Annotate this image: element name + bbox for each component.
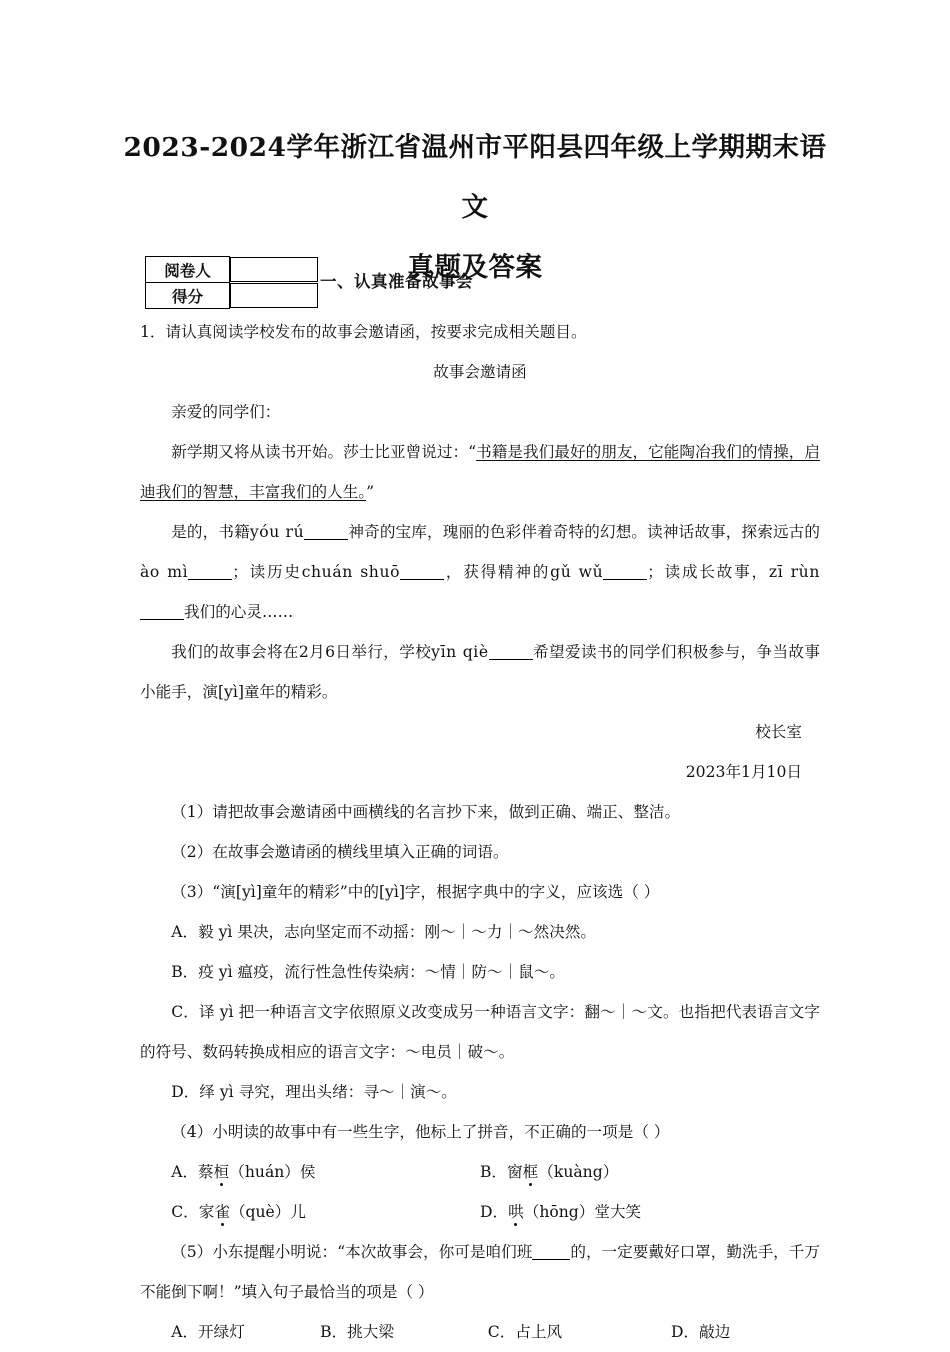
section-heading: 一、认真准备故事会: [320, 272, 473, 291]
fill-blank-3[interactable]: [400, 579, 444, 580]
score-label: 得分: [146, 283, 230, 309]
sub4-option-c[interactable]: [140, 1192, 480, 1232]
letter-paragraph-2: [140, 512, 820, 632]
pinyin-aomi: ào mì: [140, 563, 189, 581]
sub4-b-label: B．: [480, 1163, 508, 1181]
sub4-a-post: （huán）侯: [229, 1163, 316, 1181]
para2-text-f: 我们的心灵……: [184, 603, 294, 621]
letter-signature: 校长室: [755, 723, 802, 741]
sub-question-4: （4）小明读的故事中有一些生字，他标上了拼音，不正确的一项是（ ）: [171, 1123, 670, 1141]
sub5-options-row: [140, 1312, 820, 1352]
para1-before: 新学期又将从读书开始。莎士比亚曾说过：“: [171, 443, 477, 461]
question-1-stem: 1．请认真阅读学校发布的故事会邀请函，按要求完成相关题目。: [140, 323, 587, 341]
para2-text-b: 神奇的宝库，瑰丽的色彩伴着奇特的幻想。读神话故事，探索远古的: [348, 523, 820, 541]
para1-after: ”: [366, 483, 375, 501]
fill-blank-5[interactable]: [140, 619, 184, 620]
fill-blank-6[interactable]: [489, 659, 533, 660]
sub4-c-pre: 家: [198, 1203, 215, 1221]
para2-text-e: ；读成长故事，: [647, 563, 769, 581]
sub4-c-post: （què）儿: [229, 1203, 306, 1221]
sub5-option-d[interactable]: D．敲边: [671, 1323, 731, 1341]
sub-question-5: [140, 1232, 820, 1312]
para2-text-d: ，获得精神的: [444, 563, 551, 581]
para3-text-b: 希望爱读书的同学们积极参与，争当故事小能手，演[yì]童年的精彩。: [140, 643, 820, 701]
question-body: [140, 312, 820, 1352]
sub4-c-label: C．: [171, 1203, 199, 1221]
sub-question-2: （2）在故事会邀请函的横线里填入正确的词语。: [171, 843, 509, 861]
sub-question-3: （3）“演[yì]童年的精彩”中的[yì]字，根据字典中的字义，应该选（ ）: [171, 883, 660, 901]
emphasis-dot-char: 雀: [214, 1203, 230, 1221]
pinyin-chuanshuo: chuán shuō: [301, 563, 401, 581]
title-line-2: 真题及答案: [407, 252, 543, 283]
table-row: [146, 257, 319, 283]
score-table: [145, 256, 319, 309]
quoted-famous-saying: 书籍是我们最好的朋友，它能陶冶我们的情操，启迪我们的智慧，丰富我们的人生。: [140, 443, 820, 501]
title-line-1: 2023-2024学年浙江省温州市平阳县四年级上学期期末语文: [123, 132, 827, 223]
sub4-option-d[interactable]: [480, 1192, 820, 1232]
sub5-option-b[interactable]: B．挑大梁: [320, 1323, 394, 1341]
emphasis-dot-char: 框: [522, 1163, 539, 1181]
sub-question-1: （1）请把故事会邀请函中画横线的名言抄下来，做到正确、端正、整洁。: [171, 803, 681, 821]
para2-text-c: ；读历史: [232, 563, 302, 581]
emphasis-dot-char: 哄: [508, 1203, 524, 1221]
sub4-a-label: A．: [171, 1163, 199, 1181]
pinyin-guwu: gǔ wǔ: [550, 563, 604, 581]
sub3-option-d[interactable]: D．绎 yì 寻究，理出头绪：寻～｜演～。: [171, 1083, 457, 1101]
sub4-d-post: （hōng）堂大笑: [523, 1203, 642, 1221]
score-value[interactable]: [230, 283, 318, 308]
pinyin-youru: yóu rú: [249, 523, 305, 541]
sub3-option-c[interactable]: C．译 yì 把一种语言文字依照原义改变成另一种语言文字：翻～｜～文。也指把代表语言文字的符号、数码转换成相应的语言文字：～电员｜破～。: [140, 1003, 820, 1061]
sub4-a-pre: 蔡: [198, 1163, 214, 1181]
sub5-option-a[interactable]: A．开绿灯: [171, 1323, 245, 1341]
fill-blank-4[interactable]: [603, 579, 647, 580]
sub4-b-post: （kuàng）: [538, 1163, 619, 1181]
sub4-d-label: D．: [480, 1203, 509, 1221]
grader-label: 阅卷人: [146, 257, 230, 283]
sub3-option-a[interactable]: A．毅 yì 果决，志向坚定而不动摇：刚～｜～力｜～然决然。: [171, 923, 597, 941]
sub3-option-b[interactable]: B．疫 yì 瘟疫，流行性急性传染病：～情｜防～｜鼠～。: [171, 963, 566, 981]
table-row: [146, 283, 319, 309]
pinyin-zirun: zī rùn: [768, 563, 820, 581]
emphasis-dot-char: 桓: [213, 1163, 230, 1181]
letter-paragraph-3: [140, 632, 820, 712]
sub5-option-c[interactable]: C．占上风: [487, 1323, 563, 1341]
pinyin-yinqie: yīn qiè: [431, 643, 489, 661]
para2-text-a: 是的，书籍: [171, 523, 250, 541]
letter-salutation: 亲爱的同学们：: [171, 403, 281, 421]
sub4-options-row-2: [140, 1192, 820, 1232]
grader-value[interactable]: [230, 257, 318, 282]
sub4-option-b[interactable]: [480, 1152, 820, 1192]
letter-title: 故事会邀请函: [433, 363, 527, 381]
para3-text-a: 我们的故事会将在2月6日举行，学校: [171, 643, 432, 661]
fill-blank-7[interactable]: [532, 1259, 570, 1260]
fill-blank-1[interactable]: [304, 539, 348, 540]
sub5-text-a: （5）小东提醒小明说：“本次故事会，你可是咱们班: [171, 1243, 533, 1261]
sub4-option-a[interactable]: [140, 1152, 480, 1192]
sub4-options-row-1: [140, 1152, 820, 1192]
letter-date: 2023年1月10日: [685, 763, 802, 781]
sub5-text-b: 的，一定要戴好口罩，勤洗手，千万不能倒下啊！”填入句子最恰当的项是（ ）: [140, 1243, 820, 1301]
fill-blank-2[interactable]: [188, 579, 232, 580]
sub4-b-pre: 窗: [507, 1163, 523, 1181]
letter-paragraph-1: [140, 432, 820, 512]
